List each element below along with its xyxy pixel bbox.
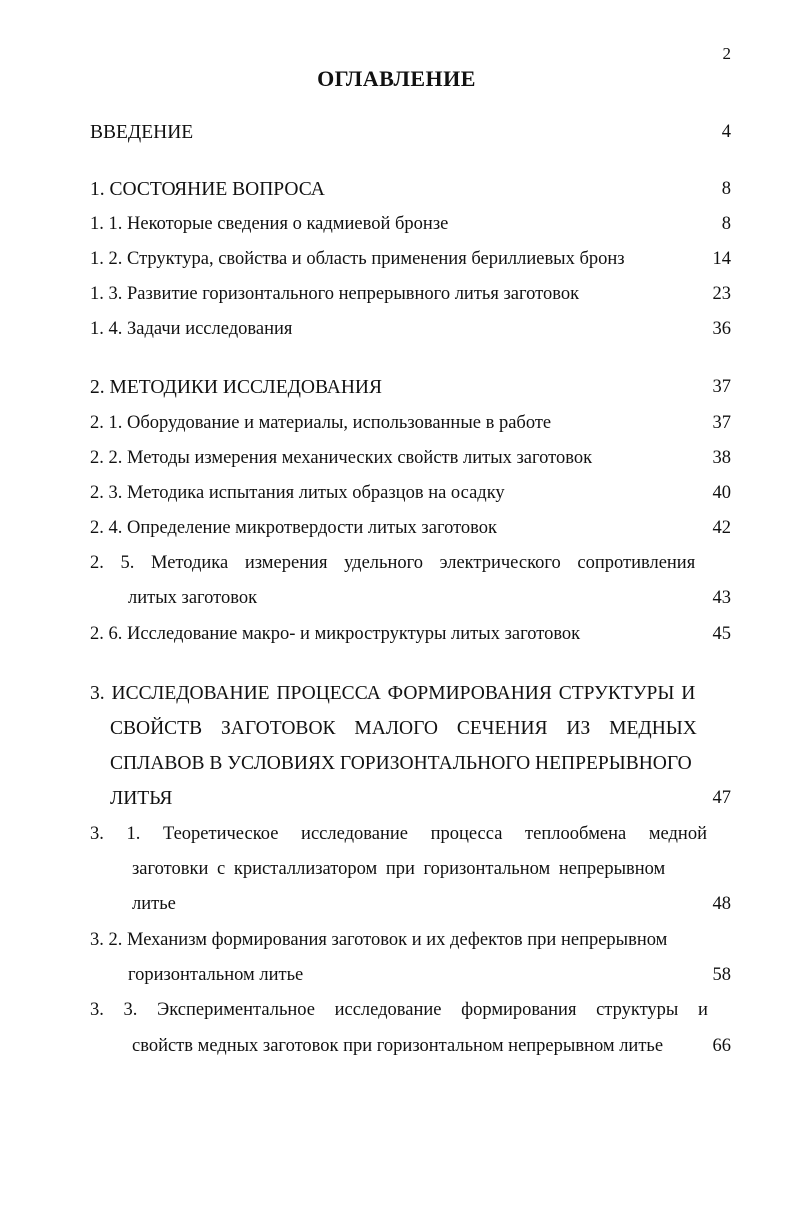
toc-ch2-s4-label[interactable]: 2. 4. Определение микротвердости литых заготовок bbox=[90, 518, 498, 538]
toc-ch3-s2-label-line2[interactable]: горизонтальном литье bbox=[128, 965, 304, 985]
toc-ch3-s1-label-line3[interactable]: литье bbox=[132, 894, 176, 914]
toc-ch3-s1-label-line1[interactable]: 3. 1. Теоретическое исследование процесса теплообмена медной bbox=[90, 824, 707, 844]
toc-ch2-s1-page: 37 bbox=[712, 413, 731, 433]
toc-ch2-s1-label[interactable]: 2. 1. Оборудование и материалы, использованные в работе bbox=[90, 413, 552, 433]
toc-ch2-label[interactable]: 2. МЕТОДИКИ ИССЛЕДОВАНИЯ bbox=[90, 377, 383, 398]
toc-ch1-s2-label[interactable]: 1. 2. Структура, свойства и область применения бериллиевых бронз bbox=[90, 249, 625, 269]
toc-ch3-s1-label-line2[interactable]: заготовки с кристаллизатором при горизонтальном непрерывном bbox=[132, 859, 666, 879]
page-title: ОГЛАВЛЕНИЕ bbox=[317, 66, 476, 91]
toc-ch1-s4-label[interactable]: 1. 4. Задачи исследования bbox=[90, 319, 293, 339]
toc-ch3-label-line1[interactable]: 3. ИССЛЕДОВАНИЕ ПРОЦЕССА ФОРМИРОВАНИЯ СТРУКТУРЫ И bbox=[90, 683, 696, 704]
toc-ch2-page: 37 bbox=[712, 377, 731, 397]
toc-ch2-s5-label-line1[interactable]: 2. 5. Методика измерения удельного электрического сопротивления bbox=[90, 553, 696, 573]
toc-ch1-label[interactable]: 1. СОСТОЯНИЕ ВОПРОСА bbox=[90, 179, 325, 200]
page-number: 2 bbox=[722, 44, 731, 63]
toc-ch1-s1-page: 8 bbox=[721, 214, 731, 234]
toc-ch3-s2-label-line1[interactable]: 3. 2. Механизм формирования заготовок и их дефектов при непрерывном bbox=[90, 930, 668, 950]
toc-ch2-s5-label-line2[interactable]: литых заготовок bbox=[128, 588, 258, 608]
toc-ch2-s3-label[interactable]: 2. 3. Методика испытания литых образцов на осадку bbox=[90, 483, 505, 503]
toc-ch3-s1-page: 48 bbox=[712, 894, 731, 914]
toc-ch3-s2-page: 58 bbox=[712, 965, 731, 985]
toc-ch1-s2-page: 14 bbox=[712, 249, 731, 269]
toc-ch2-s6-label[interactable]: 2. 6. Исследование макро- и микроструктуры литых заготовок bbox=[90, 624, 581, 644]
toc-ch2-s2-label[interactable]: 2. 2. Методы измерения механических свойств литых заготовок bbox=[90, 448, 593, 468]
toc-ch3-s3-page: 66 bbox=[712, 1036, 731, 1056]
toc-ch3-label-line2[interactable]: СВОЙСТВ ЗАГОТОВОК МАЛОГО СЕЧЕНИЯ ИЗ МЕДНЫХ bbox=[110, 718, 697, 739]
toc-ch1-s3-page: 23 bbox=[712, 284, 731, 304]
toc-ch2-s6-page: 45 bbox=[712, 624, 731, 644]
toc-intro-page: 4 bbox=[721, 122, 731, 142]
toc-ch3-label-line3[interactable]: СПЛАВОВ В УСЛОВИЯХ ГОРИЗОНТАЛЬНОГО НЕПРЕРЫВНОГО bbox=[110, 753, 692, 774]
toc-ch3-label-line4[interactable]: ЛИТЬЯ bbox=[110, 788, 173, 809]
toc-ch2-s5-page: 43 bbox=[712, 588, 731, 608]
toc-ch1-s1-label[interactable]: 1. 1. Некоторые сведения о кадмиевой бронзе bbox=[90, 214, 449, 234]
toc-ch2-s3-page: 40 bbox=[712, 483, 731, 503]
toc-ch1-s4-page: 36 bbox=[712, 319, 731, 339]
toc-ch2-s2-page: 38 bbox=[712, 448, 731, 468]
toc-ch2-s4-page: 42 bbox=[712, 518, 731, 538]
toc-ch1-page: 8 bbox=[721, 179, 731, 199]
toc-ch3-s3-label-line1[interactable]: 3. 3. Экспериментальное исследование формирования структуры и bbox=[90, 1000, 708, 1020]
toc-ch1-s3-label[interactable]: 1. 3. Развитие горизонтального непрерывного литья заготовок bbox=[90, 284, 580, 304]
toc-intro-label[interactable]: ВВЕДЕНИЕ bbox=[90, 122, 194, 143]
toc-ch3-s3-label-line2[interactable]: свойств медных заготовок при горизонтальном непрерывном литье bbox=[132, 1036, 664, 1056]
toc-ch3-page: 47 bbox=[712, 788, 731, 808]
